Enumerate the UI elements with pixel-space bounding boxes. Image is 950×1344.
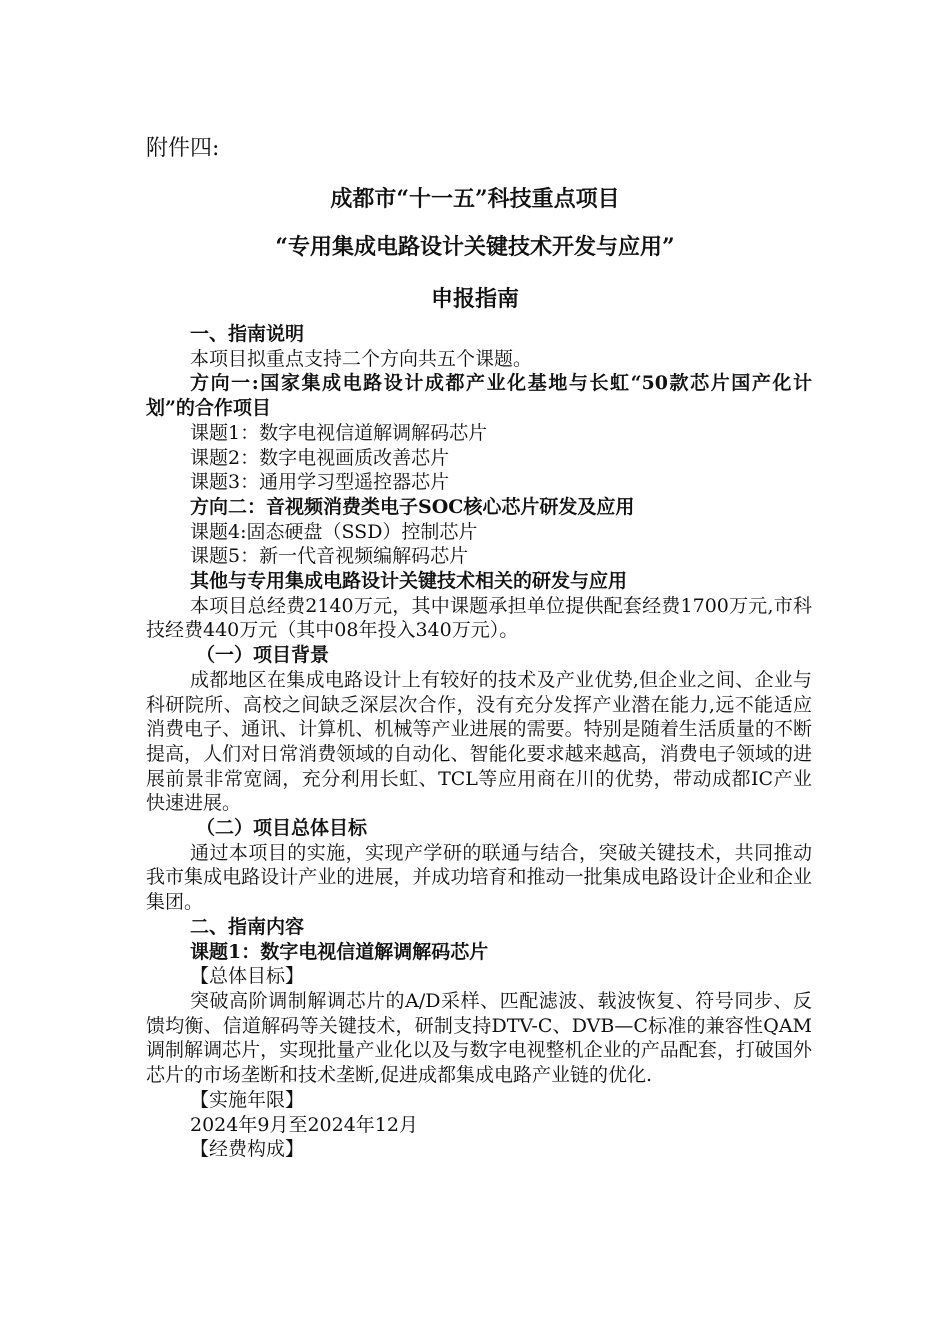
paragraph: 本项目总经费2140万元，其中课题承担单位提供配套经费1700万元,市科技经费440万元（其中08年投入340万元）。: [146, 594, 812, 642]
paragraph: 通过本项目的实施，实现产学研的联通与结合，突破关键技术，共同推动我市集成电路设计产业的进展，并成功培育和推动一批集成电路设计企业和企业集团。: [146, 841, 812, 914]
topic-heading: 课题1：数字电视信道解调解码芯片: [190, 940, 489, 963]
topic-item: 课题3：通用学习型遥控器芯片: [190, 471, 450, 494]
direction-heading: 其他与专用集成电路设计关键技术相关的研发与应用: [190, 570, 628, 593]
direction-heading: 方向一:国家集成电路设计成都产业化基地与长虹“50款芯片国产化计划”的合作项目: [146, 372, 812, 420]
section-heading: 二、指南内容: [190, 915, 305, 938]
guide-title: 申报指南: [430, 286, 519, 312]
bracket-heading: 【经费构成】: [190, 1138, 305, 1161]
paragraph: 成都地区在集成电路设计上有较好的技术及产业优势,但企业之间、企业与科研院所、高校之间缺乏深层次合作，没有充分发挥产业潜在能力,远不能适应消费电子、通讯、计算机、机械等产业进展的需要。特别是随着生活质量的不断提高，人们对日常消费领域的自动化、智能化要求越来越高，消费电子领域的进展前景非常宽阔，充分利用长虹、TCL等应用商在川的优势，带动成都IC产业快速进展。: [146, 668, 812, 815]
topic-item: 课题4:固态硬盘（SSD）控制芯片: [190, 520, 478, 543]
bracket-heading: 【总体目标】: [190, 965, 305, 988]
topic-item: 课题1：数字电视信道解调解码芯片: [190, 421, 488, 444]
paragraph: 本项目拟重点支持二个方向共五个课题。: [190, 347, 533, 370]
paragraph: 突破高阶调制解调芯片的A/D采样、匹配滤波、载波恢复、符号同步、反馈均衡、信道解码等关键技术，研制支持DTV-C、DVB—C标准的兼容性QAM调制解调芯片，实现批量产业化以及与数字电视整机企业的产品配套，打破国外芯片的市场垄断和技术垄断,促进成都集成电路产业链的优化.: [146, 989, 812, 1087]
project-title: “专用集成电路设计关键技术开发与应用”: [275, 234, 675, 260]
subsection-heading: （二）项目总体目标: [196, 817, 368, 840]
subsection-heading: （一）项目背景: [196, 644, 330, 667]
paragraph: 2024年9月至2024年12月: [190, 1113, 418, 1136]
topic-item: 课题5：新一代音视频编解码芯片: [190, 545, 469, 568]
topic-item: 课题2：数字电视画质改善芯片: [190, 446, 450, 469]
attachment-label: 附件四:: [146, 136, 220, 161]
document-body: [146, 322, 812, 1162]
section-heading: 一、指南说明: [190, 323, 305, 345]
direction-heading: 方向二：音视频消费类电子SOC核心芯片研发及应用: [190, 495, 635, 518]
bracket-heading: 【实施年限】: [190, 1088, 305, 1111]
document-title: 成都市“十一五”科技重点项目: [330, 186, 620, 212]
